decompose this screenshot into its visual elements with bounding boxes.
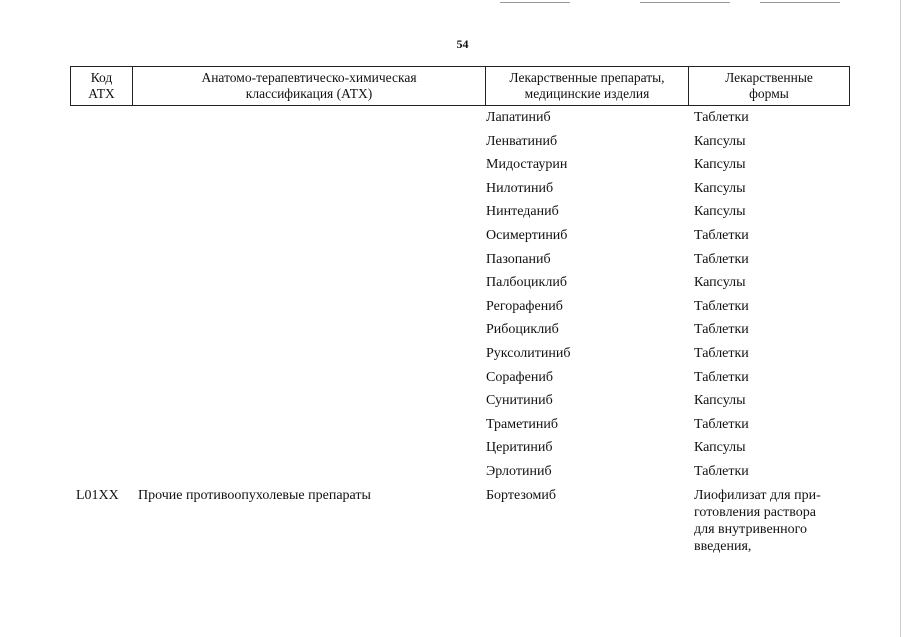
dosage-form-cell: Капсулы <box>694 180 746 196</box>
header-code: Код АТХ <box>71 67 133 105</box>
table-row <box>0 107 905 131</box>
table-row <box>0 178 905 202</box>
scan-artifact-line <box>760 2 840 3</box>
dosage-form-cell: Таблетки <box>694 298 749 314</box>
dosage-form-cell: Капсулы <box>694 204 746 220</box>
drug-name-cell: Ленватиниб <box>486 133 558 149</box>
table-row <box>0 390 905 414</box>
table-row <box>0 437 905 461</box>
table-row <box>0 485 905 554</box>
table-row <box>0 154 905 178</box>
drug-name-cell: Регорафениб <box>486 298 563 314</box>
table-row <box>0 272 905 296</box>
table-row <box>0 414 905 438</box>
drug-name-cell: Осимертиниб <box>486 227 568 243</box>
drug-name-cell: Бортезомиб <box>486 487 557 503</box>
drug-name-cell: Руксолитиниб <box>486 345 571 361</box>
table-row <box>0 319 905 343</box>
table-row <box>0 461 905 485</box>
dosage-form-cell: Таблетки <box>694 227 749 243</box>
drug-name-cell: Сунитиниб <box>486 393 553 409</box>
drug-name-cell: Церитиниб <box>486 440 553 456</box>
table-row <box>0 249 905 273</box>
header-forms: Лекарственные формы <box>725 70 813 101</box>
drug-name-cell: Пазопаниб <box>486 251 551 267</box>
dosage-form-cell: Таблетки <box>694 463 749 479</box>
drug-name-cell: Нилотиниб <box>486 180 554 196</box>
drug-name-cell: Эрлотиниб <box>486 463 552 479</box>
classification-cell: Прочие противоопухолевые препараты <box>138 487 371 503</box>
drug-name-cell: Нинтеданиб <box>486 204 559 220</box>
dosage-form-cell: Капсулы <box>694 393 746 409</box>
dosage-form-cell: Капсулы <box>694 440 746 456</box>
table-row <box>0 296 905 320</box>
dosage-form-cell: Таблетки <box>694 369 749 385</box>
atc-code-cell: L01XX <box>76 487 119 503</box>
table-row <box>0 131 905 155</box>
dosage-form-cell: Таблетки <box>694 345 749 361</box>
table-body <box>0 107 905 554</box>
scan-artifact-line <box>500 2 570 3</box>
scan-artifact-line <box>640 2 730 3</box>
table-row <box>0 367 905 391</box>
page-number: 54 <box>456 37 469 51</box>
dosage-form-cell: Таблетки <box>694 322 749 338</box>
drug-name-cell: Лапатиниб <box>486 110 551 125</box>
dosage-form-cell: Капсулы <box>694 133 746 149</box>
dosage-form-cell: Таблетки <box>694 416 749 432</box>
dosage-form-cell: Таблетки <box>694 251 749 267</box>
drug-name-cell: Траметиниб <box>486 416 559 432</box>
dosage-form-cell: Капсулы <box>694 157 746 173</box>
dosage-form-cell: Капсулы <box>694 275 746 291</box>
header-drugs: Лекарственные препараты, медицинские изделия <box>486 67 689 105</box>
drug-name-cell: Палбоциклиб <box>486 275 567 291</box>
drug-name-cell: Сорафениб <box>486 369 553 385</box>
table-header <box>70 66 850 106</box>
drug-name-cell: Рибоциклиб <box>486 322 559 338</box>
table-row <box>0 201 905 225</box>
dosage-form-cell: Таблетки <box>694 110 749 125</box>
header-classification: Анатомо-терапевтическо-химическая классификация (АТХ) <box>133 67 486 105</box>
table-row <box>0 343 905 367</box>
drug-name-cell: Мидостаурин <box>486 157 568 173</box>
table-row <box>0 225 905 249</box>
dosage-form-cell: Лиофилизат для при- готовления раствора для внутривенного введения, <box>694 487 821 554</box>
